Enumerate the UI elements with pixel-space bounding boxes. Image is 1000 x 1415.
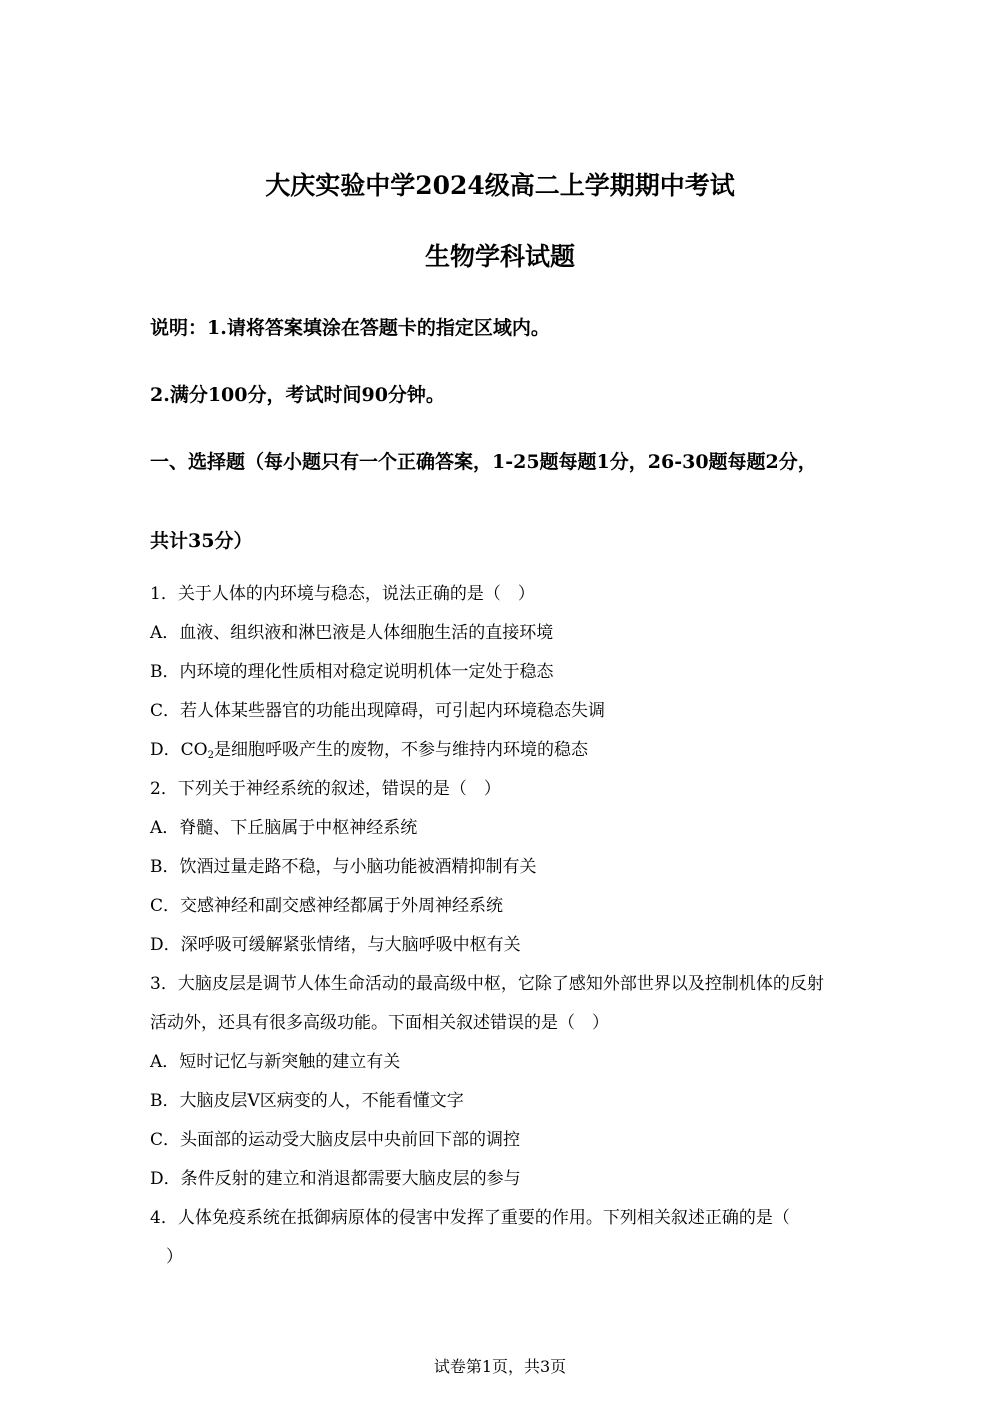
question-3-option-d: D．条件反射的建立和消退都需要大脑皮层的参与 <box>150 1169 521 1189</box>
question-3-option-b: B．大脑皮层V区病变的人，不能看懂文字 <box>150 1091 464 1111</box>
subscript-2: 2 <box>207 750 214 761</box>
option-d-prefix: D．CO <box>150 740 208 760</box>
question-2-option-c: C．交感神经和副交感神经都属于外周神经系统 <box>150 896 504 916</box>
question-1-stem: 1．关于人体的内环境与稳态，说法正确的是（ ） <box>150 584 535 604</box>
question-4-stem-line-1: 4．人体免疫系统在抵御病原体的侵害中发挥了重要的作用。下列相关叙述正确的是（ <box>150 1208 790 1228</box>
question-2-option-d: D．深呼吸可缓解紧张情绪，与大脑呼吸中枢有关 <box>150 935 521 955</box>
question-1-option-a: A．血液、组织液和淋巴液是人体细胞生活的直接环境 <box>150 623 554 643</box>
question-3-stem-line-1: 3．大脑皮层是调节人体生命活动的最高级中枢，它除了感知外部世界以及控制机体的反射 <box>150 974 824 994</box>
question-1-option-d <box>150 738 870 765</box>
question-4-stem-line-2: ） <box>166 1247 183 1267</box>
question-1-option-b: B．内环境的理化性质相对稳定说明机体一定处于稳态 <box>150 662 554 682</box>
section-heading-line-2: 共计35分） <box>150 530 253 552</box>
exam-title: 大庆实验中学2024级高二上学期期中考试 <box>265 171 735 200</box>
question-2-option-a: A．脊髓、下丘脑属于中枢神经系统 <box>150 818 418 838</box>
exam-subtitle: 生物学科试题 <box>424 242 575 271</box>
instruction-line-2: 2.满分100分，考试时间90分钟。 <box>150 384 445 406</box>
question-3-stem-line-2: 活动外，还具有很多高级功能。下面相关叙述错误的是（ ） <box>150 1013 609 1033</box>
instruction-line-1: 说明：1.请将答案填涂在答题卡的指定区域内。 <box>150 317 550 339</box>
question-3-option-a: A．短时记忆与新突触的建立有关 <box>150 1052 401 1072</box>
page-footer: 试卷第1页，共3页 <box>433 1357 567 1376</box>
question-3-option-c: C．头面部的运动受大脑皮层中央前回下部的调控 <box>150 1130 521 1150</box>
section-heading-line-1: 一、选择题（每小题只有一个正确答案，1-25题每题1分，26-30题每题2分， <box>150 451 817 473</box>
question-2-option-b: B．饮酒过量走路不稳，与小脑功能被酒精抑制有关 <box>150 857 537 877</box>
option-d-text: 是细胞呼吸产生的废物，不参与维持内环境的稳态 <box>213 740 588 760</box>
question-1-option-c: C．若人体某些器官的功能出现障碍，可引起内环境稳态失调 <box>150 701 606 721</box>
question-2-stem: 2．下列关于神经系统的叙述，错误的是（ ） <box>150 779 501 799</box>
